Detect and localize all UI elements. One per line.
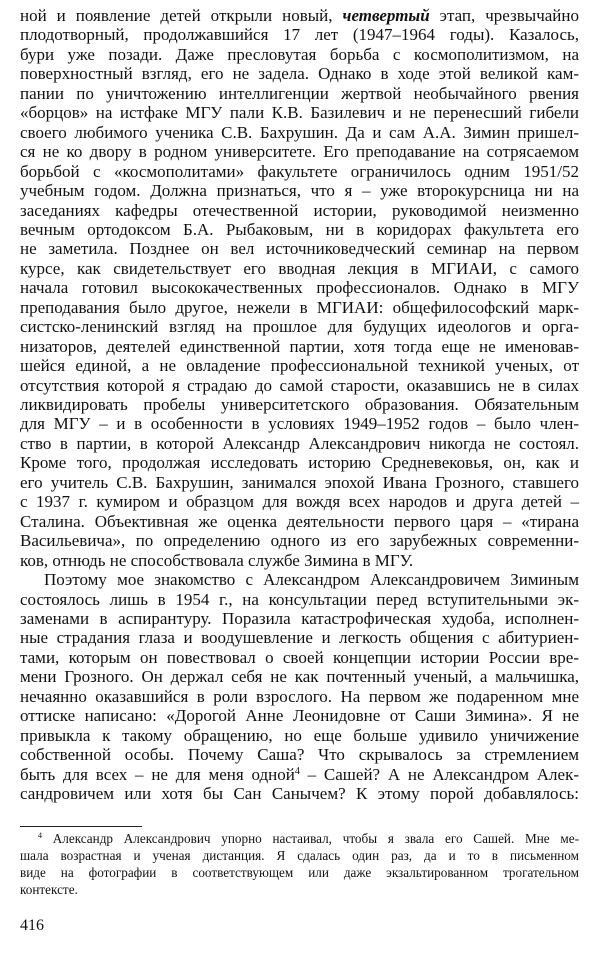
text-line: отсутствия которой я страдаю до самой старости, оказавшись не в силах <box>20 375 579 395</box>
text-line: курсе, как свидетельствует его вводная лекция в МГИАИ, с самого <box>20 258 579 278</box>
text-line: с 1937 г. кумиром и образцом для вождя всех народов и друга детей – <box>20 492 579 512</box>
footnote-line: $^4$ Александр Александрович упорно настаивал, чтобы я звала его Сашей. Мне ме- <box>38 831 579 846</box>
text-line: оттиске написано: «Дорогой Анне Леонидовне от Саши Зимина». Я не <box>20 706 579 726</box>
text-line: поверхностный взгляд, его не задела. Однако в ходе этой великой кам- <box>20 64 579 84</box>
text-line: пании по уничтожению интеллигенции жертвой необычайного рвения <box>20 83 579 103</box>
text-line: ся не ко двору в родном университете. Его преподавание на сотрясаемом <box>20 142 579 162</box>
text-line: заседаниях кафедры отечественной истории, руководимой неизменно <box>20 200 579 220</box>
text-line: начала готовил высококачественных профессионалов. Однако в МГУ <box>20 278 579 298</box>
text-line: нечаянно оказавшийся в роли взрослого. На первом же подаренном мне <box>20 686 579 706</box>
text-line: состоялось лишь в 1954 г., на консультации перед вступительными эк- <box>20 589 579 609</box>
text-line: для МГУ – и в особенности в условиях 1949–1952 годов – было член- <box>20 414 579 434</box>
text-line: шейся единой, а не овладение профессиональной техникой ученых, от <box>20 356 579 376</box>
text-line: быть для всех – не для меня одной$^4$ – Сашей? А не Александром Алек- <box>20 764 579 784</box>
text-line: «борцов» на истфаке МГУ пали К.В. Базилевич и не перенесший гибели <box>20 103 579 123</box>
emphasized-word: четвертый <box>342 6 430 25</box>
page-number: 416 <box>20 917 44 934</box>
text-line: ные страдания глаза и воодушевление и легкость общения с абитуриен- <box>20 628 579 648</box>
footnote-marker: 4 <box>38 831 42 840</box>
text-line: его учитель С.В. Бахрушин, занимался эпохой Ивана Грозного, ставшего <box>20 472 579 492</box>
text-line: низаторов, деятелей единственной партии, хотя тогда еще не именовав- <box>20 336 579 356</box>
text-line: Васильевича», по определению одного из его зарубежных современни- <box>20 531 579 551</box>
footnote-reference: 4 <box>294 765 300 777</box>
text-line: ство в партии, в которой Александр Александрович никогда не состоял. <box>20 433 579 453</box>
text-line: Кроме того, продолжая исследовать историю Средневековья, он, как и <box>20 453 579 473</box>
text-line: мени Грозного. Он держал себя не как почтенный ученый, а мальчишка, <box>20 667 579 687</box>
text-line: своего любимого ученика С.В. Бахрушин. Да и сам А.А. Зимин пришел- <box>20 122 579 142</box>
text-line: плодотворный, продолжавшийся 17 лет (1947–1964 годы). Казалось, <box>20 25 579 45</box>
paragraph-first-line: Поэтому мое знакомство с Александром Александровичем Зиминым <box>44 570 579 590</box>
text-line: борьбой с «космополитами» факультете ограничилось одним 1951/52 <box>20 161 579 181</box>
footnote-line: контексте. <box>20 882 78 897</box>
text-line: учебным годом. Должна признаться, что я – уже второкурсница ни на <box>20 181 579 201</box>
text-line: не заметила. Позднее он вел источниковедческий семинар на первом <box>20 239 579 259</box>
footnote-line: виде на фотографии в соответствующем или даже экзальтированном трогательном <box>20 865 579 880</box>
text-line: сандровичем или хотя бы Сан Санычем? К этому порой добавлялось: <box>20 784 579 803</box>
text-line: ной и появление детей открыли новый, четвертый этап, чрезвычайно <box>20 6 580 25</box>
text-line: Сталина. Объективная же оценка деятельности первого царя – «тирана <box>20 511 579 531</box>
text-line: преподавания было другое, нежели в МГИАИ: общефилософский марк- <box>20 297 579 317</box>
text-line: бури уже позади. Даже пресловутая борьба с космополитизмом, на <box>20 44 579 64</box>
text-line: собственной особы. Почему Саша? Что скрывалось за стремлением <box>20 745 579 765</box>
text-line: ликвидировать пробелы университетского образования. Обязательным <box>20 395 579 414</box>
text-line: систско-ленинский взгляд на прошлое для будущих идеологов и орга- <box>20 317 579 337</box>
footnote-line: шала возрастная и ученая дистанция. Я сдалась один раз, да и то в письменном <box>20 848 579 863</box>
text-line: тами, которым он повествовал о своей концепции истории России вре- <box>20 647 579 667</box>
text-line: заменами в аспирантуру. Поразила катастрофическая худоба, исполнен- <box>20 608 579 628</box>
text-line: привыкла к такому обращению, но еще больше удивило уничижение <box>20 725 579 745</box>
text-line: ков, отнюдь не способствовала службе Зимина в МГУ. <box>20 550 414 570</box>
text-line: вечным ортодоксом Б.А. Рыбаковым, ни в коридорах факультета его <box>20 219 579 239</box>
